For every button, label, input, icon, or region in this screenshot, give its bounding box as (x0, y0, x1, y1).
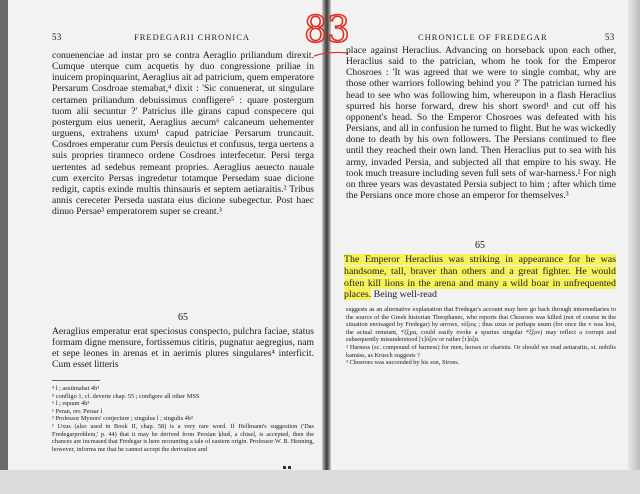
highlighted-passage: The Emperor Heraclius was striking in appearance for he was handsome, tall, braver than others and a great fighter. He would often kill lions in the arena and many a wild boar in unfrequented places. (344, 254, 616, 301)
right-paragraph-2 (344, 254, 616, 301)
right-footnote: suggests as an alternative explanation that Fredegar's account may here go back through intermediaries to the source of the Greek historian Theophanes, who reports that Chosroes was killed (not of course in the situation envisaged by Fredegar) by arrows, τόξοις ; thus uxus or perhaps usum (for once the v was lost, the actual remnant, *ξξμα, could easily evoke a spurius singular *ξξον) may reflect a corrupt and subsequently misunderstood [τ]όξον or rather [τ]όξα. (346, 306, 616, 344)
right-page-number: 53 (605, 32, 615, 42)
scan-left-edge (0, 0, 8, 494)
right-footnote: ² Harness (sc. compound of harness) for men, horses or chariots. Or should we read aetiaraitis, st. nobilis kamāss, as Krusch suggests ? (346, 343, 616, 359)
footnote-rule (52, 380, 100, 381)
left-footnotes (52, 380, 314, 453)
right-section-number: 65 (475, 240, 485, 251)
left-footnote: ² Professor Mynors' conjecture ; singulus l ; singulis 4b³ (52, 415, 193, 423)
left-page-number: 53 (52, 32, 62, 42)
left-footnote: ⁶ l ; equum 4b³ (52, 400, 90, 408)
left-paragraph-1-text: conuenenciae ad instar pro se contra Aeraglio priliandum direxit. Cumque uterque cum acquetis hy duo congressione priliae in inuicem propinquarint, Aeraglius ait ad patricium, quem emperatore Persarum Cosdroae stemabat,⁴ dixit : 'Sic conuenerat, ut singulare certamen priliandum debuissimus confligere⁵ : quare postergum tuom alii secuntur ?' Patricius ille girans capud conspecere qui postergum eius uenerit, Aeraglius aecum⁶ calcaneum uehementer urguens, extrahens uxum¹ capud patriciae Persarum truncauit. Cosdroes emperatur cum Persis deuictus et confusus, terga uertens a suis propries tiranneco ordene Cosdroes interfecetur. Persi terga uertentes ad sedebus remeant propries. Aeraglius aeuecto nauale cum exercito Persas ingredetur totamque Persedam suae dicione redigit, captis exinde multis thinsauris et septem aetiaraitis.² Tribus annis cereceter Perseda uastata eius dicione subegectur. Post haec dinuo Persae³ emperatorem super se creant.³ (52, 50, 314, 218)
right-paragraph-2-continuation: Being well-read (373, 289, 437, 301)
handwritten-number-text: 83 (304, 10, 350, 50)
scan-bottom-edge (0, 470, 640, 494)
left-footnote: ⁴ l ; aestimabat 4b³ (52, 385, 100, 392)
right-footnotes (346, 306, 616, 367)
left-footnote: ¹ Uxus (also used in Book II, chap. 58) is a very rare word. If Hellmann's suggestion ('Das Fredegarproblem,' p. 44) that it may be derived from Persian ḵhuš, a chisel, is accepted, then the chances are increased that Fredegar is here recounting a tale of eastern origin. Professor W. B. Henning, however, informs me that he cannot accept the derivation and (52, 422, 314, 453)
left-paragraph-2-text: Aeraglius emperatur erat speciosus conspecto, pulchra faciae, status formam digne mensure, fortissemus citiris, pugnatur aegregius, nam et sepe leones in arenas et in aerimis plures singulares⁴ interficit. Cum esset litteris (52, 326, 314, 371)
book-gutter (322, 0, 331, 470)
scan-right-edge (628, 0, 640, 470)
left-footnote: ¹ Peran, orr. Persar l (52, 407, 103, 415)
right-paragraph-1-text: place against Heraclius. Advancing on horseback upon each other, Heraclius said to the patrician, whom he took for the Emperor Chosroes : 'It was agreed that we were to single combat, why are those other warriors following behind you ?' The patrician turned his head to see who was following him, whereupon in a flash Heraclius spurred his horse forward, drew his short sword¹ and cut off his opponent's head. So the Emperor Chosroes was defeated with his Persians, and all in confusion he turned to flight. But he was wickedly done to death by his own followers. The Persians continued to flee until they reached their own land. Then Heraclius put to sea with his army, invaded Persia, and subjected all that empire to his sway. He took much treasure including seven full sets of war-harness.² For nigh on three years was devastated Persia subject to him ; after which time the Persians once more chose an emperor for themselves.³ (346, 45, 616, 202)
handwritten-page-number (300, 6, 354, 50)
bottom-speck-marks (283, 456, 297, 464)
right-paragraph-1 (346, 45, 616, 201)
left-running-title: FREDEGARII CHRONICA (134, 32, 251, 42)
left-paragraph-1 (52, 50, 314, 217)
red-pen-stroke (312, 50, 350, 58)
right-footnote: ³ Chosroes was succeeded by his son, Siroes. (346, 359, 460, 367)
left-section-number: 65 (178, 312, 188, 323)
right-paragraph-2-text (344, 254, 616, 301)
left-paragraph-2 (52, 326, 314, 371)
left-footnote: ⁵ confligo 1, cf. deverte chap. 55 ; configere all other MSS (52, 392, 200, 400)
right-running-title: CHRONICLE OF FREDEGAR (418, 32, 548, 42)
